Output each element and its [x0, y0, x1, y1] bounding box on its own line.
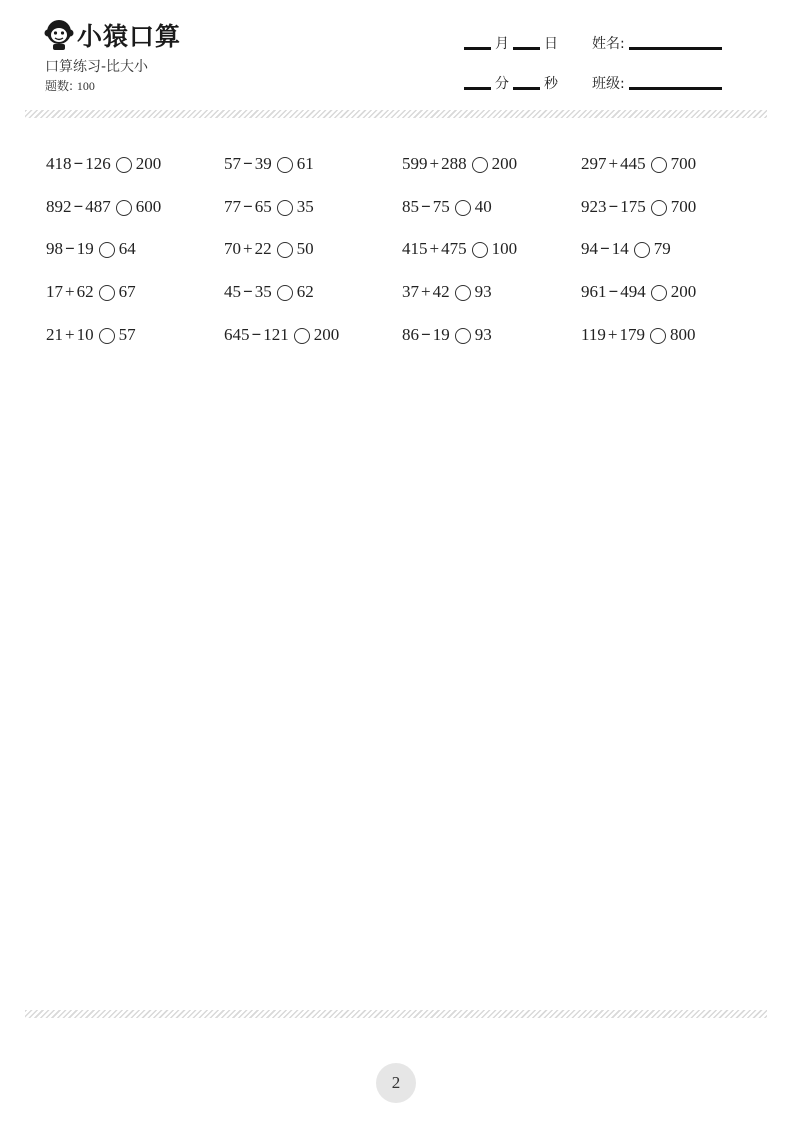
operand-a: 418: [46, 154, 72, 173]
comparison-problem: [224, 237, 314, 261]
operand-a: 923: [581, 197, 607, 216]
operand-b: 19: [76, 239, 94, 258]
comparison-problem: [46, 195, 161, 219]
operand-a: 85: [402, 197, 419, 216]
operand-a: 45: [224, 282, 241, 301]
answer-circle-icon[interactable]: [99, 285, 115, 301]
operand-b: 175: [620, 197, 646, 216]
compare-value: 57: [118, 325, 136, 344]
operator: +: [65, 325, 75, 344]
comparison-problem: [402, 195, 492, 219]
operand-b: 179: [619, 325, 645, 344]
month-blank[interactable]: [464, 47, 491, 50]
operator: −: [73, 197, 84, 216]
answer-circle-icon[interactable]: [472, 157, 488, 173]
name-blank[interactable]: [629, 47, 722, 50]
month-label: 月: [495, 36, 509, 52]
operand-b: 126: [85, 154, 111, 173]
compare-value: 35: [296, 197, 314, 216]
answer-circle-icon[interactable]: [634, 242, 650, 258]
second-blank[interactable]: [513, 87, 540, 90]
operator: +: [608, 154, 619, 173]
operand-a: 21: [46, 325, 63, 344]
compare-value: 100: [491, 239, 518, 258]
answer-circle-icon[interactable]: [277, 242, 293, 258]
operand-a: 77: [224, 197, 241, 216]
question-count-label: 题数:: [45, 79, 74, 93]
class-label: 班级:: [592, 76, 625, 92]
comparison-problem: [581, 152, 696, 176]
compare-value: 700: [670, 154, 697, 173]
operand-b: 65: [254, 197, 272, 216]
operand-b: 62: [76, 282, 94, 301]
operator: +: [243, 239, 253, 258]
comparison-problem: [402, 280, 492, 304]
operand-a: 297: [581, 154, 607, 173]
comparison-problem: [581, 323, 695, 347]
operator: −: [73, 154, 84, 173]
operator: −: [421, 325, 431, 344]
compare-value: 79: [653, 239, 671, 258]
name-field: [592, 33, 726, 53]
minute-label: 分: [495, 76, 509, 92]
comparison-problem: [402, 237, 517, 261]
compare-value: 93: [474, 282, 492, 301]
class-field: [592, 73, 726, 93]
comparison-problem: [581, 237, 671, 261]
answer-circle-icon[interactable]: [277, 157, 293, 173]
operand-a: 57: [224, 154, 241, 173]
top-divider: [25, 110, 767, 118]
answer-circle-icon[interactable]: [294, 328, 310, 344]
comparison-problem: [46, 280, 136, 304]
operand-b: 22: [254, 239, 272, 258]
comparison-problem: [46, 152, 161, 176]
operator: −: [65, 239, 75, 258]
operand-b: 10: [76, 325, 94, 344]
operand-a: 86: [402, 325, 419, 344]
answer-circle-icon[interactable]: [277, 285, 293, 301]
comparison-problem: [224, 280, 314, 304]
page-number: 2: [376, 1063, 416, 1103]
brand-logo: [44, 18, 181, 52]
operand-a: 37: [402, 282, 419, 301]
comparison-problem: [402, 152, 517, 176]
operand-a: 119: [581, 325, 606, 344]
operand-b: 288: [441, 154, 467, 173]
operator: −: [243, 282, 253, 301]
operand-b: 445: [620, 154, 646, 173]
answer-circle-icon[interactable]: [651, 200, 667, 216]
date-field: [464, 33, 562, 53]
answer-circle-icon[interactable]: [277, 200, 293, 216]
answer-circle-icon[interactable]: [116, 200, 132, 216]
time-field: [464, 73, 562, 93]
answer-circle-icon[interactable]: [455, 200, 471, 216]
operator: −: [243, 197, 253, 216]
operand-a: 645: [224, 325, 250, 344]
operand-b: 42: [432, 282, 450, 301]
minute-blank[interactable]: [464, 87, 491, 90]
comparison-problem: [224, 323, 339, 347]
comparison-problem: [46, 323, 136, 347]
compare-value: 67: [118, 282, 136, 301]
compare-value: 200: [670, 282, 697, 301]
operator: +: [607, 325, 618, 344]
second-label: 秒: [544, 76, 558, 92]
answer-circle-icon[interactable]: [116, 157, 132, 173]
compare-value: 50: [296, 239, 314, 258]
operand-a: 892: [46, 197, 72, 216]
operand-b: 494: [620, 282, 646, 301]
comparison-problem: [224, 152, 314, 176]
operator: −: [600, 239, 610, 258]
operator: +: [429, 239, 440, 258]
operand-b: 39: [254, 154, 272, 173]
answer-circle-icon[interactable]: [472, 242, 488, 258]
operand-b: 487: [85, 197, 111, 216]
comparison-problem: [224, 195, 314, 219]
operand-a: 961: [581, 282, 607, 301]
day-blank[interactable]: [513, 47, 540, 50]
comparison-problem: [402, 323, 492, 347]
answer-circle-icon[interactable]: [99, 328, 115, 344]
bottom-divider: [25, 1010, 767, 1018]
compare-value: 93: [474, 325, 492, 344]
question-count: [45, 77, 95, 94]
compare-value: 64: [118, 239, 136, 258]
operand-b: 121: [263, 325, 289, 344]
compare-value: 200: [491, 154, 518, 173]
answer-circle-icon[interactable]: [455, 328, 471, 344]
compare-value: 40: [474, 197, 492, 216]
answer-circle-icon[interactable]: [455, 285, 471, 301]
operand-b: 475: [441, 239, 467, 258]
comparison-problem: [581, 280, 696, 304]
operator: +: [421, 282, 431, 301]
operand-a: 415: [402, 239, 428, 258]
operator: −: [608, 197, 619, 216]
compare-value: 200: [313, 325, 340, 344]
operand-b: 35: [254, 282, 272, 301]
compare-value: 800: [669, 325, 696, 344]
worksheet-subtitle: 口算练习-比大小: [45, 59, 149, 75]
brand-name: 小猿口算: [77, 22, 182, 51]
operator: +: [65, 282, 75, 301]
answer-circle-icon[interactable]: [99, 242, 115, 258]
compare-value: 62: [296, 282, 314, 301]
operator: −: [243, 154, 253, 173]
operator: −: [421, 197, 431, 216]
operand-b: 75: [432, 197, 450, 216]
operand-b: 19: [432, 325, 450, 344]
compare-value: 61: [296, 154, 314, 173]
class-blank[interactable]: [629, 87, 722, 90]
comparison-problem: [46, 237, 136, 261]
operator: −: [251, 325, 262, 344]
operand-a: 17: [46, 282, 63, 301]
answer-circle-icon[interactable]: [650, 328, 666, 344]
operand-a: 599: [402, 154, 428, 173]
compare-value: 200: [135, 154, 162, 173]
operator: −: [608, 282, 619, 301]
operand-a: 70: [224, 239, 241, 258]
operand-a: 94: [581, 239, 598, 258]
compare-value: 600: [135, 197, 162, 216]
name-label: 姓名:: [592, 36, 625, 52]
answer-circle-icon[interactable]: [651, 285, 667, 301]
operator: +: [429, 154, 440, 173]
day-label: 日: [544, 36, 558, 52]
comparison-problem: [581, 195, 696, 219]
monkey-logo-icon: [44, 19, 74, 51]
answer-circle-icon[interactable]: [651, 157, 667, 173]
operand-b: 14: [611, 239, 629, 258]
question-count-value: 100: [76, 79, 95, 93]
operand-a: 98: [46, 239, 63, 258]
compare-value: 700: [670, 197, 697, 216]
